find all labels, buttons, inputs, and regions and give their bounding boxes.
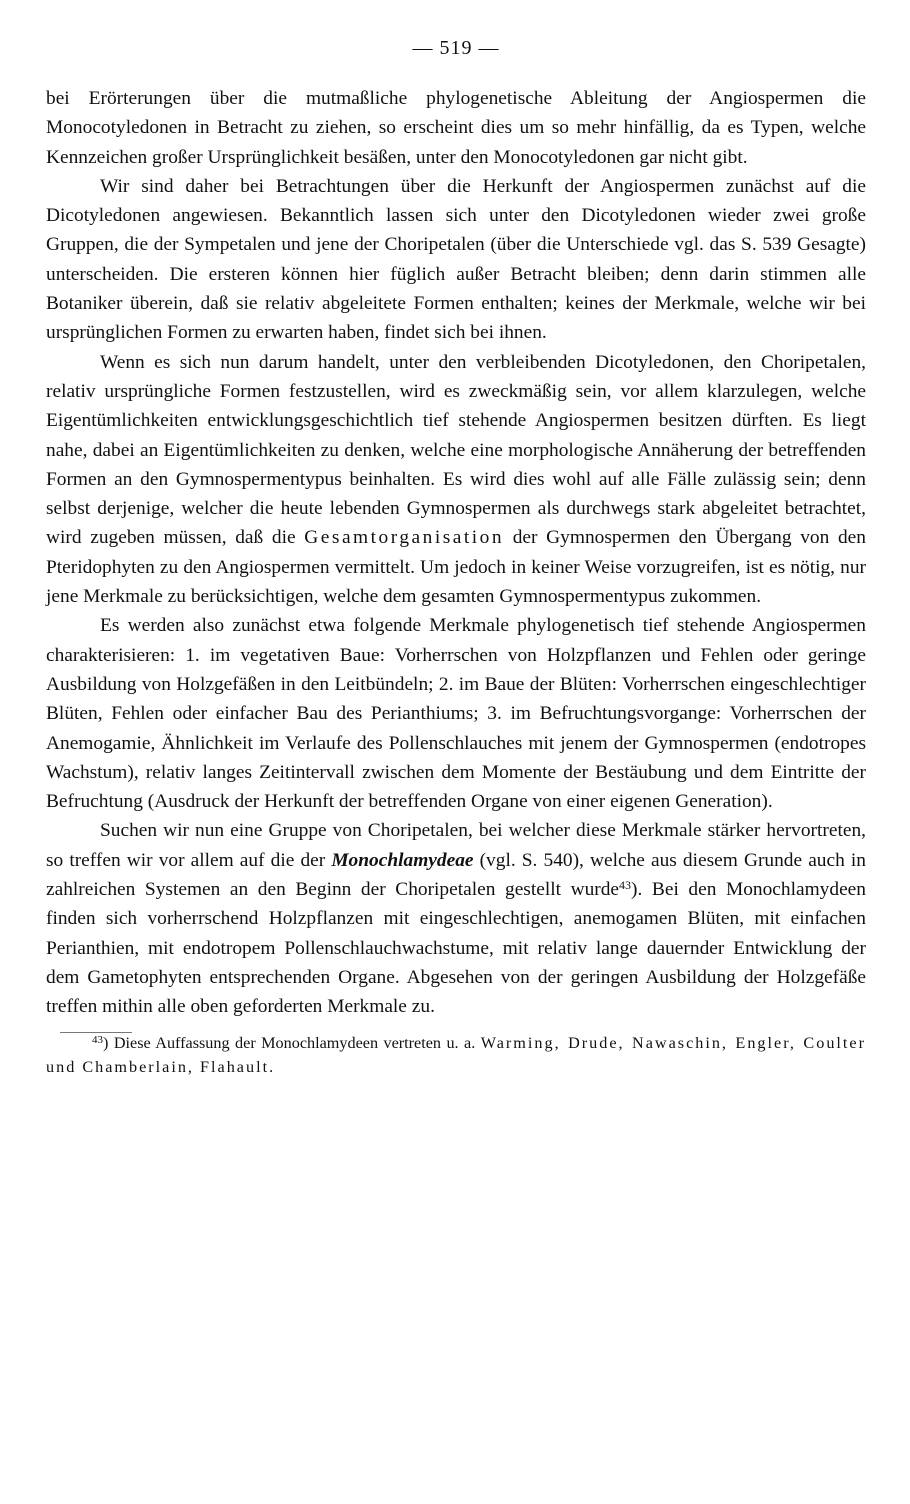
paragraph — [46, 816, 866, 1021]
text-run: ). Bei den Monochlamydeen finden sich vorherrschend Holzpflanzen mit eingeschlechtigen, anemogamen Blüten, mit einfachen Perianthien, mit endotropem Pollenschlauchwachstume, mit relativ lange dauernder Entwicklung der dem Gametophyten entsprechenden Organe. Abgesehen von der geringen Ausbildung der Holzgefäße treffen mithin alle oben geforderten Merkmale zu. — [46, 879, 866, 1018]
footnote-run: ) Diese Auffassung der Monochlamydeen vertreten u. a. — [103, 1033, 481, 1052]
footnote-text — [46, 1031, 866, 1079]
spaced-emphasis: Gesamtorganisation — [304, 527, 505, 549]
paragraph — [46, 84, 866, 172]
text-run: der Gymnospermen den Übergang von den Pteridophyten zu den Angiospermen vermittelt. Um jedoch in keiner Weise vorzugreifen, ist es nötig, nur jene Merkmale zu berücksichtigen, welche dem gesamten Gymnospermentypus zukommen. — [46, 527, 866, 608]
paragraph — [46, 172, 866, 348]
body-text — [46, 84, 866, 1022]
document-page — [46, 30, 866, 1079]
paragraph — [46, 348, 866, 612]
text-run: (vgl. S. 540), welche aus diesem Grunde auch in zahlreichen Systemen an den Beginn der Choripetalen gestellt wurde — [46, 849, 866, 901]
italic-term: Monochlamydeae — [331, 849, 474, 871]
text-run: Es werden also zunächst etwa folgende Merkmale phylogenetisch tief stehende Angiospermen charakterisieren: 1. im vegetativen Baue: Vorherrschen von Holzpflanzen und Fehlen oder geringe Ausbildung von Holzgefäßen in den Leitbündeln; 2. im Baue der Blüten: Vorherrschen eingeschlechtiger Blüten, Fehlen oder einfacher Bau des Perianthiums; 3. im Befruchtungsvorgange: Vorherrschen der Anemogamie, Ähnlichkeit im Verlaufe des Pollenschlauches mit jenem der Gymnospermen (endotropes Wachstum), relativ langes Zeitintervall zwischen dem Momente der Bestäubung und dem Eintritte der Befruchtung (Ausdruck der Herkunft der betreffenden Organe von einer eigenen Generation). — [46, 615, 866, 813]
text-run: bei Erörterungen über die mutmaßliche phylogenetische Ableitung der Angiospermen die Monocotyledonen in Betracht zu ziehen, so erscheint dies um so mehr hinfällig, da es Typen, welche Kennzeichen großer Ursprünglichkeit besäßen, unter den Monocotyledonen gar nicht gibt. — [46, 88, 866, 168]
footnote-reference: 43 — [619, 878, 632, 893]
text-run: Wenn es sich nun darum handelt, unter den verbleibenden Dicotyledonen, den Choripetalen, relativ ursprüngliche Formen festzustellen, wird es zweckmäßig sein, vor allem klarzulegen, welche Eigentümlichkeiten entwicklungsgeschichtlich tief stehende Angiospermen besitzen dürften. Es liegt nahe, dabei an Eigentümlichkeiten zu denken, welche eine morphologische Annäherung der betreffenden Formen an den Gymnospermentypus beinhalten. Es wird dies wohl auf alle Fälle zulässig sein; denn selbst derjenige, welcher die heute lebenden Gymnospermen als durchwegs stark abgeleitet betrachtet, wird zugeben müssen, daß die — [46, 351, 866, 549]
footnote — [46, 1031, 866, 1079]
footnote-marker: 43 — [92, 1033, 103, 1046]
footnote-authors: Warming, Drude, Nawaschin, Engler, Coulter und Chamberlain, Flahault. — [46, 1033, 866, 1076]
paragraph — [46, 611, 866, 816]
page-number: — 519 — — [412, 37, 500, 59]
text-run: Suchen wir nun eine Gruppe von Choripetalen, bei welcher diese Merkmale stärker hervortreten, so treffen wir vor allem auf die der — [46, 820, 866, 871]
text-run: Wir sind daher bei Betrachtungen über die Herkunft der Angiospermen zunächst auf die Dicotyledonen angewiesen. Bekanntlich lassen sich unter den Dicotyledonen wieder zwei große Gruppen, die der Sympetalen und jene der Choripetalen (über die Unterschiede vgl. das S. 539 Gesagte) unterscheiden. Die ersteren können hier füglich außer Betracht bleiben; denn darin stimmen alle Botaniker überein, daß sie relativ abgeleitete Formen enthalten; keines der Merkmale, welche wir bei ursprünglichen Formen zu erwarten haben, findet sich bei ihnen. — [46, 175, 866, 344]
